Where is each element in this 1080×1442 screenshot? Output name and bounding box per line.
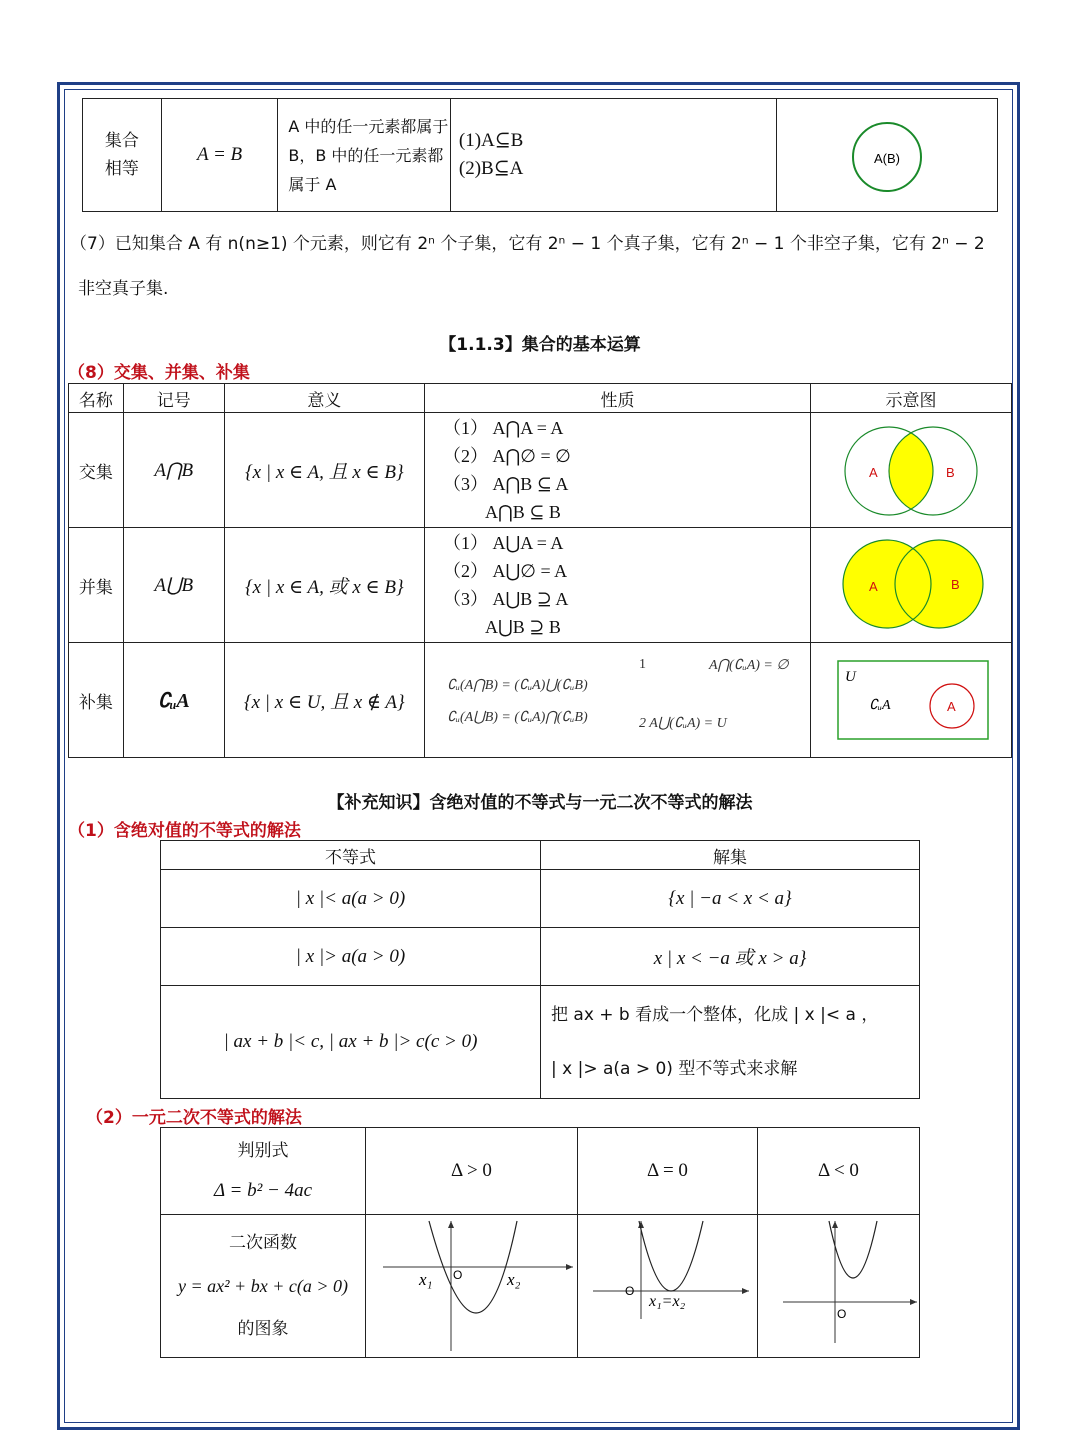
- intersection-prop-4: A⋂B ⊆ B: [485, 502, 561, 522]
- abs-row-3-ineq: | ax + b |< c, | ax + b |> c(c > 0): [161, 986, 541, 1099]
- quad-table: [160, 1127, 920, 1358]
- abs-row-3: [161, 986, 920, 1099]
- intersection-label-b: B: [946, 465, 955, 480]
- section-supp-subtitle: （1）含绝对值的不等式的解法: [68, 821, 301, 841]
- paragraph-7-cont: 非空真子集.: [78, 279, 169, 299]
- abs-header-sol: 解集: [541, 841, 920, 870]
- union-label-b: B: [951, 577, 960, 592]
- equal-venn-diagram: [777, 103, 997, 203]
- quad-row-graph: [161, 1215, 920, 1358]
- complement-prop-4: A⋂(∁ᵤA) = ∅: [709, 658, 789, 673]
- abs-row-1-ineq: | x |< a(a > 0): [161, 870, 541, 928]
- complement-prop-3: 1: [639, 657, 646, 672]
- complement-props: [425, 643, 811, 758]
- complement-notation: ∁ᵤA: [123, 643, 224, 758]
- equal-prop-1: (1)A⊆B: [458, 130, 524, 151]
- union-prop-2: （2） A⋃∅ = A: [443, 561, 568, 581]
- intersection-prop-1: （1） A⋂A = A: [443, 418, 564, 438]
- union-props: [425, 528, 811, 643]
- complement-label-cua: ∁ᵤA: [869, 698, 891, 713]
- quad-graph-pos: [367, 1215, 577, 1353]
- abs-row-2: [161, 928, 920, 986]
- intersection-props: [425, 413, 811, 528]
- complement-label-u: U: [845, 669, 856, 685]
- equal-prop-2: (2)B⊆A: [458, 158, 524, 179]
- quad-disc-cell: [161, 1128, 366, 1215]
- ops-header-diagram: 示意图: [811, 384, 1012, 413]
- union-venn: [811, 528, 1011, 638]
- ops-header-meaning: 意义: [224, 384, 424, 413]
- complement-prop-1: ∁ᵤ(A⋂B) = (∁ᵤA)⋃(∁ᵤB): [447, 678, 588, 693]
- ops-row-intersection: [69, 413, 1012, 528]
- quad-func-label2: 的图象: [237, 1318, 289, 1339]
- ops-header-row: [69, 384, 1012, 413]
- graph-zero-parabola: [639, 1221, 703, 1291]
- union-notation: A⋃B: [123, 528, 224, 643]
- graph-pos-x-arrow: [566, 1264, 573, 1270]
- abs-header-ineq: 不等式: [161, 841, 541, 870]
- complement-universe-rect: [838, 661, 988, 739]
- abs-header-row: [161, 841, 920, 870]
- ops-row-union: [69, 528, 1012, 643]
- equal-notation: A = B: [161, 99, 278, 212]
- union-prop-1: （1） A⋃A = A: [443, 533, 564, 553]
- abs-row-3-sol: [541, 986, 920, 1099]
- set-ops-table: [68, 383, 1012, 758]
- section-113-title: 【1.1.3】集合的基本运算: [439, 335, 641, 355]
- quad-row-disc: [161, 1128, 920, 1215]
- intersection-notation: A⋂B: [123, 413, 224, 528]
- intersection-prop-3: （3） A⋂B ⊆ A: [443, 474, 569, 494]
- intersection-meaning: {x | x ∈ A, 且 x ∈ B}: [224, 413, 424, 528]
- graph-pos-x2: x₂: [506, 1270, 520, 1289]
- quad-graph-neg-cell: [758, 1215, 920, 1358]
- intersection-diagram-cell: [811, 413, 1012, 528]
- graph-neg-y-arrow: [832, 1221, 838, 1228]
- quad-func-formula: y = ax² + bx + c(a > 0): [178, 1275, 348, 1296]
- abs-row-2-ineq: | x |> a(a > 0): [161, 928, 541, 986]
- graph-pos-y-arrow: [448, 1221, 454, 1228]
- quad-case-zero: Δ = 0: [578, 1128, 758, 1215]
- ops-header-props: 性质: [425, 384, 811, 413]
- complement-label-a: A: [947, 699, 956, 714]
- equal-diagram-cell: [777, 99, 998, 212]
- quad-case-pos: Δ > 0: [366, 1128, 578, 1215]
- equal-name: 集合 相等: [83, 99, 162, 212]
- abs-row-1-sol: {x | −a < x < a}: [541, 870, 920, 928]
- ops-header-name: 名称: [69, 384, 124, 413]
- intersection-prop-2: （2） A⋂∅ = ∅: [443, 446, 571, 466]
- quad-func-cell: [161, 1215, 366, 1358]
- union-name: 并集: [69, 528, 124, 643]
- abs-row-3-sol-line2: | x |> a(a > 0) 型不等式来求解: [551, 1059, 798, 1079]
- complement-name: 补集: [69, 643, 124, 758]
- quad-subtitle: （2）一元二次不等式的解法: [86, 1108, 302, 1128]
- abs-row-3-sol-line1: 把 ax + b 看成一个整体，化成 | x |< a ，: [551, 1005, 879, 1025]
- quad-disc-formula: Δ = b² − 4ac: [213, 1180, 313, 1201]
- intersection-venn: [811, 413, 1011, 523]
- abs-row-1: [161, 870, 920, 928]
- quad-graph-pos-cell: [366, 1215, 578, 1358]
- quad-case-neg: Δ < 0: [758, 1128, 920, 1215]
- paragraph-7: （7）已知集合 A 有 n(n≥1) 个元素，则它有 2ⁿ 个子集，它有 2ⁿ − 1 个真子集，它有 2ⁿ − 1 个非空子集，它有 2ⁿ − 2: [70, 234, 985, 254]
- graph-zero-x-arrow: [742, 1288, 749, 1294]
- section-supp-title: 【补充知识】含绝对值的不等式与一元二次不等式的解法: [327, 793, 753, 813]
- equal-diagram-label: A(B): [874, 151, 900, 166]
- section-113-subtitle: （8）交集、并集、补集: [68, 363, 250, 383]
- complement-venn: [811, 643, 1011, 753]
- union-diagram-cell: [811, 528, 1012, 643]
- quad-graph-neg: [759, 1215, 919, 1353]
- union-prop-4: A⋃B ⊇ B: [485, 617, 561, 637]
- intersection-name: 交集: [69, 413, 124, 528]
- graph-zero-o: O: [624, 1284, 634, 1298]
- ops-row-complement: [69, 643, 1012, 758]
- union-meaning: {x | x ∈ A, 或 x ∈ B}: [224, 528, 424, 643]
- equal-props: [450, 99, 776, 212]
- graph-neg-parabola: [829, 1221, 877, 1278]
- quad-graph-zero-cell: [578, 1215, 758, 1358]
- set-equal-table: [82, 98, 998, 212]
- graph-neg-o: O: [836, 1307, 846, 1321]
- union-label-a: A: [869, 579, 878, 594]
- graph-neg-x-arrow: [910, 1299, 917, 1305]
- complement-diagram-cell: [811, 643, 1012, 758]
- quad-graph-zero: [579, 1215, 757, 1353]
- quad-func-label1: 二次函数: [229, 1232, 297, 1253]
- complement-prop-2: ∁ᵤ(A⋃B) = (∁ᵤA)⋂(∁ᵤB): [447, 710, 588, 725]
- union-prop-3: （3） A⋃B ⊇ A: [443, 589, 569, 609]
- complement-meaning: {x | x ∈ U, 且 x ∉ A}: [224, 643, 424, 758]
- graph-pos-x1: x₁: [418, 1270, 432, 1289]
- ops-header-notation: 记号: [123, 384, 224, 413]
- equal-meaning: A 中的任一元素都属于 B，B 中的任一元素都属于 A: [278, 99, 451, 212]
- quad-disc-label: 判别式: [237, 1141, 289, 1161]
- abs-ineq-table: [160, 840, 920, 1099]
- graph-pos-o: O: [452, 1268, 462, 1282]
- graph-zero-x1x2: x₁=x₂: [648, 1293, 685, 1310]
- abs-row-2-sol: x | x < −a 或 x > a}: [541, 928, 920, 986]
- intersection-label-a: A: [869, 465, 878, 480]
- complement-prop-5: 2 A⋃(∁ᵤA) = U: [639, 716, 727, 731]
